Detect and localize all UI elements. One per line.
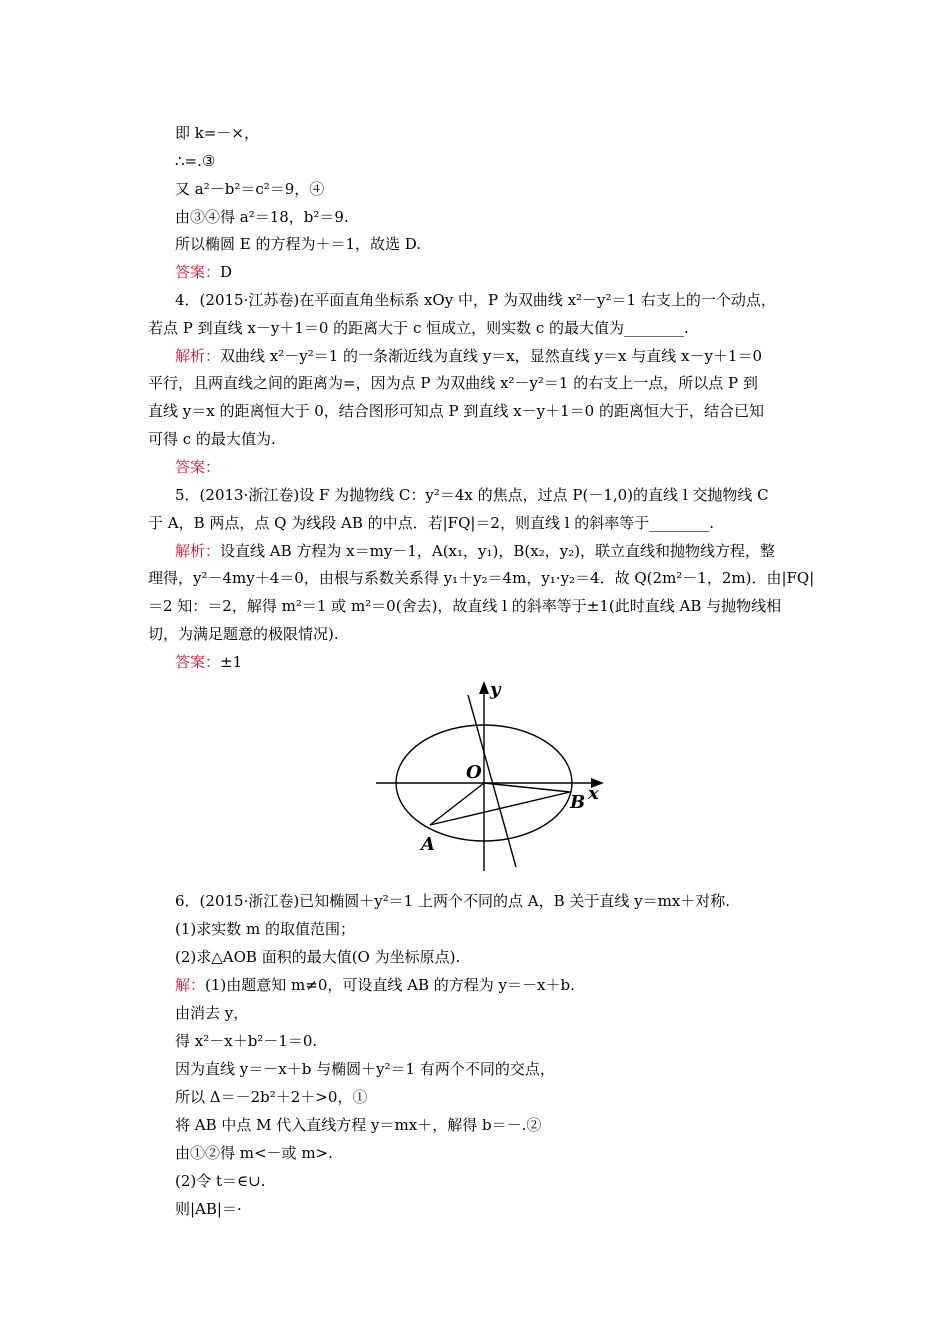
answer-label: 答案： bbox=[175, 653, 221, 671]
answer-4-line bbox=[175, 457, 220, 477]
answer-line bbox=[175, 262, 232, 282]
ellipse-diagram bbox=[376, 675, 612, 871]
label-x: x bbox=[588, 783, 599, 804]
solution-6-line-5: 所以 Δ＝－2b²＋2＋>0，① bbox=[175, 1088, 368, 1106]
solution-6-line-9: 则|AB|＝· bbox=[175, 1200, 242, 1218]
question-4-line-1: 4．(2015·江苏卷)在平面直角坐标系 xOy 中，P 为双曲线 x²－y²＝1 右支上的一个动点， bbox=[175, 291, 776, 309]
label-point-b: B bbox=[570, 792, 586, 813]
answer-5-line bbox=[175, 652, 242, 672]
solution-5-line-2: 理得，y²－4my＋4＝0，由根与系数关系得 y₁＋y₂＝4m，y₁·y₂＝4．故 Q(2m²－1，2m)．由|FQ| bbox=[148, 569, 815, 587]
ellipse-figure bbox=[376, 675, 612, 871]
solution-6-line-3: 得 x²－x＋b²－1＝0. bbox=[175, 1032, 318, 1050]
solution-4-line-4: 可得 c 的最大值为. bbox=[148, 430, 276, 448]
label-point-a: A bbox=[421, 834, 435, 855]
solution-6-line-6: 将 AB 中点 M 代入直线方程 y＝mx＋，解得 b＝－.② bbox=[175, 1116, 542, 1134]
label-origin: O bbox=[466, 762, 482, 783]
text-line: 由③④得 a²＝18，b²＝9. bbox=[175, 208, 349, 226]
solution-6-line-8: (2)令 t＝∈∪. bbox=[175, 1172, 266, 1190]
y-axis-arrow-icon bbox=[479, 681, 489, 694]
solution-label: 解： bbox=[175, 976, 206, 994]
question-5-line-1: 5．(2013·浙江卷)设 F 为抛物线 C：y²＝4x 的焦点，过点 P(－1,0)的直线 l 交抛物线 C bbox=[175, 486, 769, 504]
answer-value: ±1 bbox=[220, 653, 243, 671]
segment-ob bbox=[484, 783, 570, 792]
text-line: 所以椭圆 E 的方程为＋＝1，故选 D. bbox=[175, 235, 422, 253]
solution-4-line-3: 直线 y＝x 的距离恒大于 0，结合图形可知点 P 到直线 x－y＋1＝0 的距离恒大于，结合已知 bbox=[148, 402, 764, 420]
solution-4-line-1 bbox=[175, 346, 762, 366]
solution-text: 设直线 AB 方程为 x＝my－1，A(x₁，y₁)，B(x₂，y₂)，联立直线和抛物线方程，整 bbox=[220, 542, 776, 560]
solution-label: 解析： bbox=[175, 542, 221, 560]
solution-5-line-1 bbox=[175, 541, 775, 561]
label-y: y bbox=[490, 679, 501, 700]
question-4-line-2: 若点 P 到直线 x－y＋1＝0 的距离大于 c 恒成立，则实数 c 的最大值为________. bbox=[148, 319, 689, 337]
question-6-line-1: 6．(2015·浙江卷)已知椭圆＋y²＝1 上两个不同的点 A，B 关于直线 y＝mx＋对称. bbox=[175, 892, 731, 910]
solution-6-line-1 bbox=[175, 975, 575, 995]
question-6-line-2: (1)求实数 m 的取值范围； bbox=[175, 920, 356, 938]
text-line: 即 k=－×， bbox=[175, 124, 259, 142]
solution-5-line-3: ＝2 知：＝2，解得 m²＝1 或 m²＝0(舍去)，故直线 l 的斜率等于±1(此时直线 AB 与抛物线相 bbox=[148, 597, 782, 615]
solution-5-line-4: 切，为满足题意的极限情况). bbox=[148, 625, 339, 643]
question-5-line-2: 于 A，B 两点，点 Q 为线段 AB 的中点．若|FQ|＝2，则直线 l 的斜率等于________. bbox=[148, 514, 715, 532]
question-6-line-3: (2)求△AOB 面积的最大值(O 为坐标原点). bbox=[175, 948, 461, 966]
solution-label: 解析： bbox=[175, 347, 221, 365]
answer-label: 答案： bbox=[175, 263, 221, 281]
solution-4-line-2: 平行，且两直线之间的距离为=，因为点 P 为双曲线 x²－y²＝1 的右支上一点，所以点 P 到 bbox=[148, 374, 758, 392]
solution-text: (1)由题意知 m≠0，可设直线 AB 的方程为 y＝－x＋b. bbox=[205, 976, 575, 994]
solution-6-line-2: 由消去 y， bbox=[175, 1004, 249, 1022]
answer-value: D bbox=[220, 263, 233, 281]
answer-label: 答案： bbox=[175, 458, 221, 476]
solution-6-line-7: 由①②得 m<－或 m>. bbox=[175, 1144, 333, 1162]
text-line: ∴=.③ bbox=[175, 152, 216, 170]
solution-6-line-4: 因为直线 y＝－x＋b 与椭圆＋y²＝1 有两个不同的交点， bbox=[175, 1060, 555, 1078]
solution-text: 双曲线 x²－y²＝1 的一条渐近线为直线 y＝x，显然直线 y＝x 与直线 x－y＋1＝0 bbox=[220, 347, 763, 365]
text-line: 又 a²－b²＝c²＝9，④ bbox=[175, 180, 325, 198]
